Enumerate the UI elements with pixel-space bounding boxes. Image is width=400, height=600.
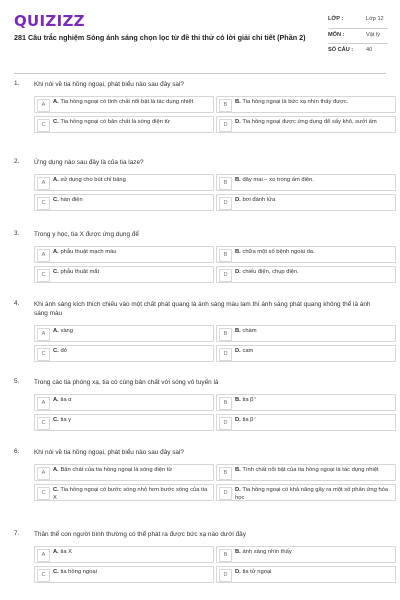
meta-count-row <box>328 44 388 59</box>
worksheet-meta <box>328 13 388 59</box>
option-letter-box[interactable]: A <box>37 467 50 480</box>
option-content: chữa một số bệnh ngoài da. <box>242 249 315 255</box>
option-content: phẫu thuật mạch máu <box>60 249 117 255</box>
option-letter-box[interactable]: D <box>219 487 232 500</box>
option-content: Tia hồng ngoại được ứng dụng để sấy khô, sưởi ấm <box>242 119 377 125</box>
option-d[interactable] <box>216 414 396 431</box>
option-text <box>53 197 209 205</box>
option-label: B. <box>235 177 241 183</box>
meta-class-value: Lớp 12 <box>366 16 384 22</box>
option-text <box>235 119 391 127</box>
option-label: B. <box>235 249 241 255</box>
option-text <box>235 328 391 336</box>
option-letter-box[interactable]: C <box>37 119 50 132</box>
question-text: Ứng dụng nào sau đây là của tia laze? <box>34 159 144 166</box>
option-text <box>53 467 209 475</box>
option-label: B. <box>235 328 241 334</box>
meta-class-row <box>328 13 388 29</box>
question-text: Khi nói về tia hồng ngoại, phát biểu nào sau đây sai? <box>34 449 184 456</box>
option-letter-box[interactable]: B <box>219 99 232 112</box>
question-number: 6. <box>14 448 20 455</box>
option-letter-box[interactable]: D <box>219 569 232 582</box>
meta-subject-label: MÔN : <box>328 31 345 38</box>
question-text: Khi nói về tia hồng ngoại, phát biểu nào sau đây sai? <box>34 81 184 88</box>
option-d[interactable] <box>216 266 396 283</box>
option-label: D. <box>235 487 241 493</box>
option-label: D. <box>235 569 241 575</box>
option-content: tia γ <box>60 417 72 423</box>
option-text <box>53 549 209 557</box>
option-label: D. <box>235 417 241 423</box>
option-letter-box[interactable]: D <box>219 197 232 210</box>
option-text <box>53 487 209 502</box>
option-content: đỏ <box>60 348 67 354</box>
option-content: phẫu thuật mắt <box>60 269 100 275</box>
option-text <box>53 119 209 127</box>
option-content: chàm <box>242 328 257 334</box>
option-content: vàng <box>60 328 74 334</box>
option-b[interactable] <box>216 325 396 342</box>
option-c[interactable] <box>34 116 214 133</box>
option-label: B. <box>235 549 241 555</box>
option-text <box>53 397 209 405</box>
option-label: C. <box>53 569 59 575</box>
option-label: D. <box>235 348 241 354</box>
page-title: 281 Câu trắc nghiệm Sóng ánh sáng chọn lọc từ đề thi thử có lời giải chi tiết (Phần 2) <box>14 33 306 42</box>
option-text <box>235 549 391 557</box>
option-text <box>235 569 391 577</box>
option-letter-box[interactable]: B <box>219 549 232 562</box>
option-a[interactable] <box>34 246 214 263</box>
option-d[interactable] <box>216 194 396 211</box>
option-label: B. <box>235 99 241 105</box>
option-content: Bản chất của tia hồng ngoại là sóng điện từ <box>60 467 173 473</box>
option-b[interactable] <box>216 174 396 191</box>
option-letter-box[interactable]: B <box>219 177 232 190</box>
option-label: A. <box>53 328 59 334</box>
option-content: Tia hồng ngoại có tính chất nổi bật là tác dụng nhiệt <box>60 99 194 105</box>
option-label: C. <box>53 197 59 203</box>
option-content: hàn điện <box>60 197 83 203</box>
question-number: 2. <box>14 158 20 165</box>
option-text <box>235 269 391 277</box>
option-text <box>53 417 209 425</box>
option-a[interactable] <box>34 325 214 342</box>
option-label: D. <box>235 269 241 275</box>
option-text <box>235 487 391 502</box>
option-letter-box[interactable]: B <box>219 467 232 480</box>
question-number: 4. <box>14 300 20 307</box>
question-number: 7. <box>14 530 20 537</box>
option-label: A. <box>53 549 59 555</box>
option-content: đây mai – xo trong ấm điện. <box>242 177 314 183</box>
option-c[interactable] <box>34 484 214 501</box>
option-label: C. <box>53 487 59 493</box>
option-content: Tia hồng ngoại là bức xạ nhìn thấy được. <box>242 99 349 105</box>
option-b[interactable] <box>216 246 396 263</box>
question-number: 1. <box>14 80 20 87</box>
option-letter-box[interactable]: B <box>219 249 232 262</box>
option-letter-box[interactable]: C <box>37 269 50 282</box>
option-text <box>235 249 391 257</box>
question-text: Trong y học, tia X được ứng dụng để <box>34 231 139 238</box>
option-letter-box[interactable]: B <box>219 397 232 410</box>
option-label: C. <box>53 417 59 423</box>
meta-count-value: 40 <box>366 47 373 53</box>
option-label: A. <box>53 249 59 255</box>
option-content: Tia hồng ngoại có bước sóng nhỏ hơn bước sóng của tia X <box>53 487 208 501</box>
meta-subject-value: Vật lý <box>366 31 380 38</box>
option-d[interactable] <box>216 566 396 583</box>
question-text: Khi ánh sáng kích thích chiếu vào một chất phát quang là ánh sáng màu lam thì ánh sáng phát quang không thể là ánh sáng màu <box>34 301 371 317</box>
option-a[interactable] <box>34 174 214 191</box>
option-content: Tia hồng ngoại có bản chất là sóng điện từ <box>60 119 171 125</box>
option-label: A. <box>53 177 59 183</box>
option-text <box>53 249 209 257</box>
option-text <box>235 417 391 425</box>
option-a[interactable] <box>34 464 214 481</box>
option-text <box>53 269 209 277</box>
option-label: B. <box>235 467 241 473</box>
option-letter-box[interactable]: A <box>37 177 50 190</box>
option-d[interactable] <box>216 345 396 362</box>
option-letter-box[interactable]: A <box>37 397 50 410</box>
option-label: B. <box>235 397 241 403</box>
option-c[interactable] <box>34 414 214 431</box>
option-letter-box[interactable]: A <box>37 549 50 562</box>
option-label: A. <box>53 397 59 403</box>
option-text <box>235 99 391 107</box>
option-d[interactable] <box>216 484 396 501</box>
option-label: C. <box>53 119 59 125</box>
option-content: chiếu điện, chụp điện. <box>242 269 299 275</box>
option-b[interactable] <box>216 464 396 481</box>
option-text <box>235 467 391 475</box>
option-text <box>235 197 391 205</box>
option-label: C. <box>53 348 59 354</box>
option-letter-box[interactable]: D <box>219 119 232 132</box>
option-content: tia α <box>60 397 72 403</box>
option-label: D. <box>235 119 241 125</box>
option-content: bơi đánh lửa <box>242 197 276 203</box>
option-c[interactable] <box>34 345 214 362</box>
option-content: tia hồng ngoại <box>60 569 97 575</box>
meta-class-label: LỚP : <box>328 16 344 22</box>
meta-subject-row <box>328 29 388 45</box>
option-content: tia tử ngoại <box>242 569 272 575</box>
option-text <box>235 348 391 356</box>
option-letter-box[interactable]: A <box>37 99 50 112</box>
option-b[interactable] <box>216 394 396 411</box>
option-c[interactable] <box>34 266 214 283</box>
option-letter-box[interactable]: C <box>37 197 50 210</box>
option-text <box>235 397 391 405</box>
option-label: A. <box>53 467 59 473</box>
option-b[interactable] <box>216 96 396 113</box>
option-b[interactable] <box>216 546 396 563</box>
quizizz-logo: QUIZIZZ <box>14 12 85 30</box>
header-divider <box>14 73 386 74</box>
option-letter-box[interactable]: C <box>37 487 50 500</box>
option-content: Tính chất nổi bật của tia hồng ngoại là tác dụng nhiệt <box>242 467 379 473</box>
option-d[interactable] <box>216 116 396 133</box>
option-letter-box[interactable]: A <box>37 249 50 262</box>
option-content: tia β⁻ <box>242 417 257 423</box>
option-text <box>235 177 391 185</box>
option-text <box>53 99 209 107</box>
option-content: tia β⁺ <box>242 397 257 403</box>
option-letter-box[interactable]: D <box>219 269 232 282</box>
option-c[interactable] <box>34 566 214 583</box>
option-letter-box[interactable]: C <box>37 569 50 582</box>
option-text <box>53 328 209 336</box>
option-a[interactable] <box>34 96 214 113</box>
option-label: C. <box>53 269 59 275</box>
option-text <box>53 569 209 577</box>
option-content: cam <box>242 348 254 354</box>
option-text <box>53 177 209 185</box>
option-a[interactable] <box>34 546 214 563</box>
option-letter-box[interactable]: A <box>37 328 50 341</box>
option-c[interactable] <box>34 194 214 211</box>
option-content: Tia hồng ngoại có khả năng gây ra một số phản ứng hóa học <box>235 487 389 501</box>
option-letter-box[interactable]: D <box>219 348 232 361</box>
option-label: D. <box>235 197 241 203</box>
option-label: A. <box>53 99 59 105</box>
question-text: Trong các tia phóng xạ, tia có cùng bản chất với sóng vô tuyến là <box>34 379 219 386</box>
question-text: Thân thể con người bình thường có thể phát ra được bức xạ nào dưới đây <box>34 531 246 538</box>
option-text <box>53 348 209 356</box>
meta-count-label: SỐ CÂU : <box>328 47 354 53</box>
option-letter-box[interactable]: B <box>219 328 232 341</box>
option-letter-box[interactable]: D <box>219 417 232 430</box>
question-number: 5. <box>14 378 20 385</box>
option-a[interactable] <box>34 394 214 411</box>
option-content: sử dụng cho bút chỉ bảng <box>60 177 126 183</box>
option-letter-box[interactable]: C <box>37 417 50 430</box>
option-letter-box[interactable]: C <box>37 348 50 361</box>
question-number: 3. <box>14 230 20 237</box>
option-content: tia X <box>60 549 73 555</box>
option-content: ánh sáng nhìn thấy <box>242 549 292 555</box>
